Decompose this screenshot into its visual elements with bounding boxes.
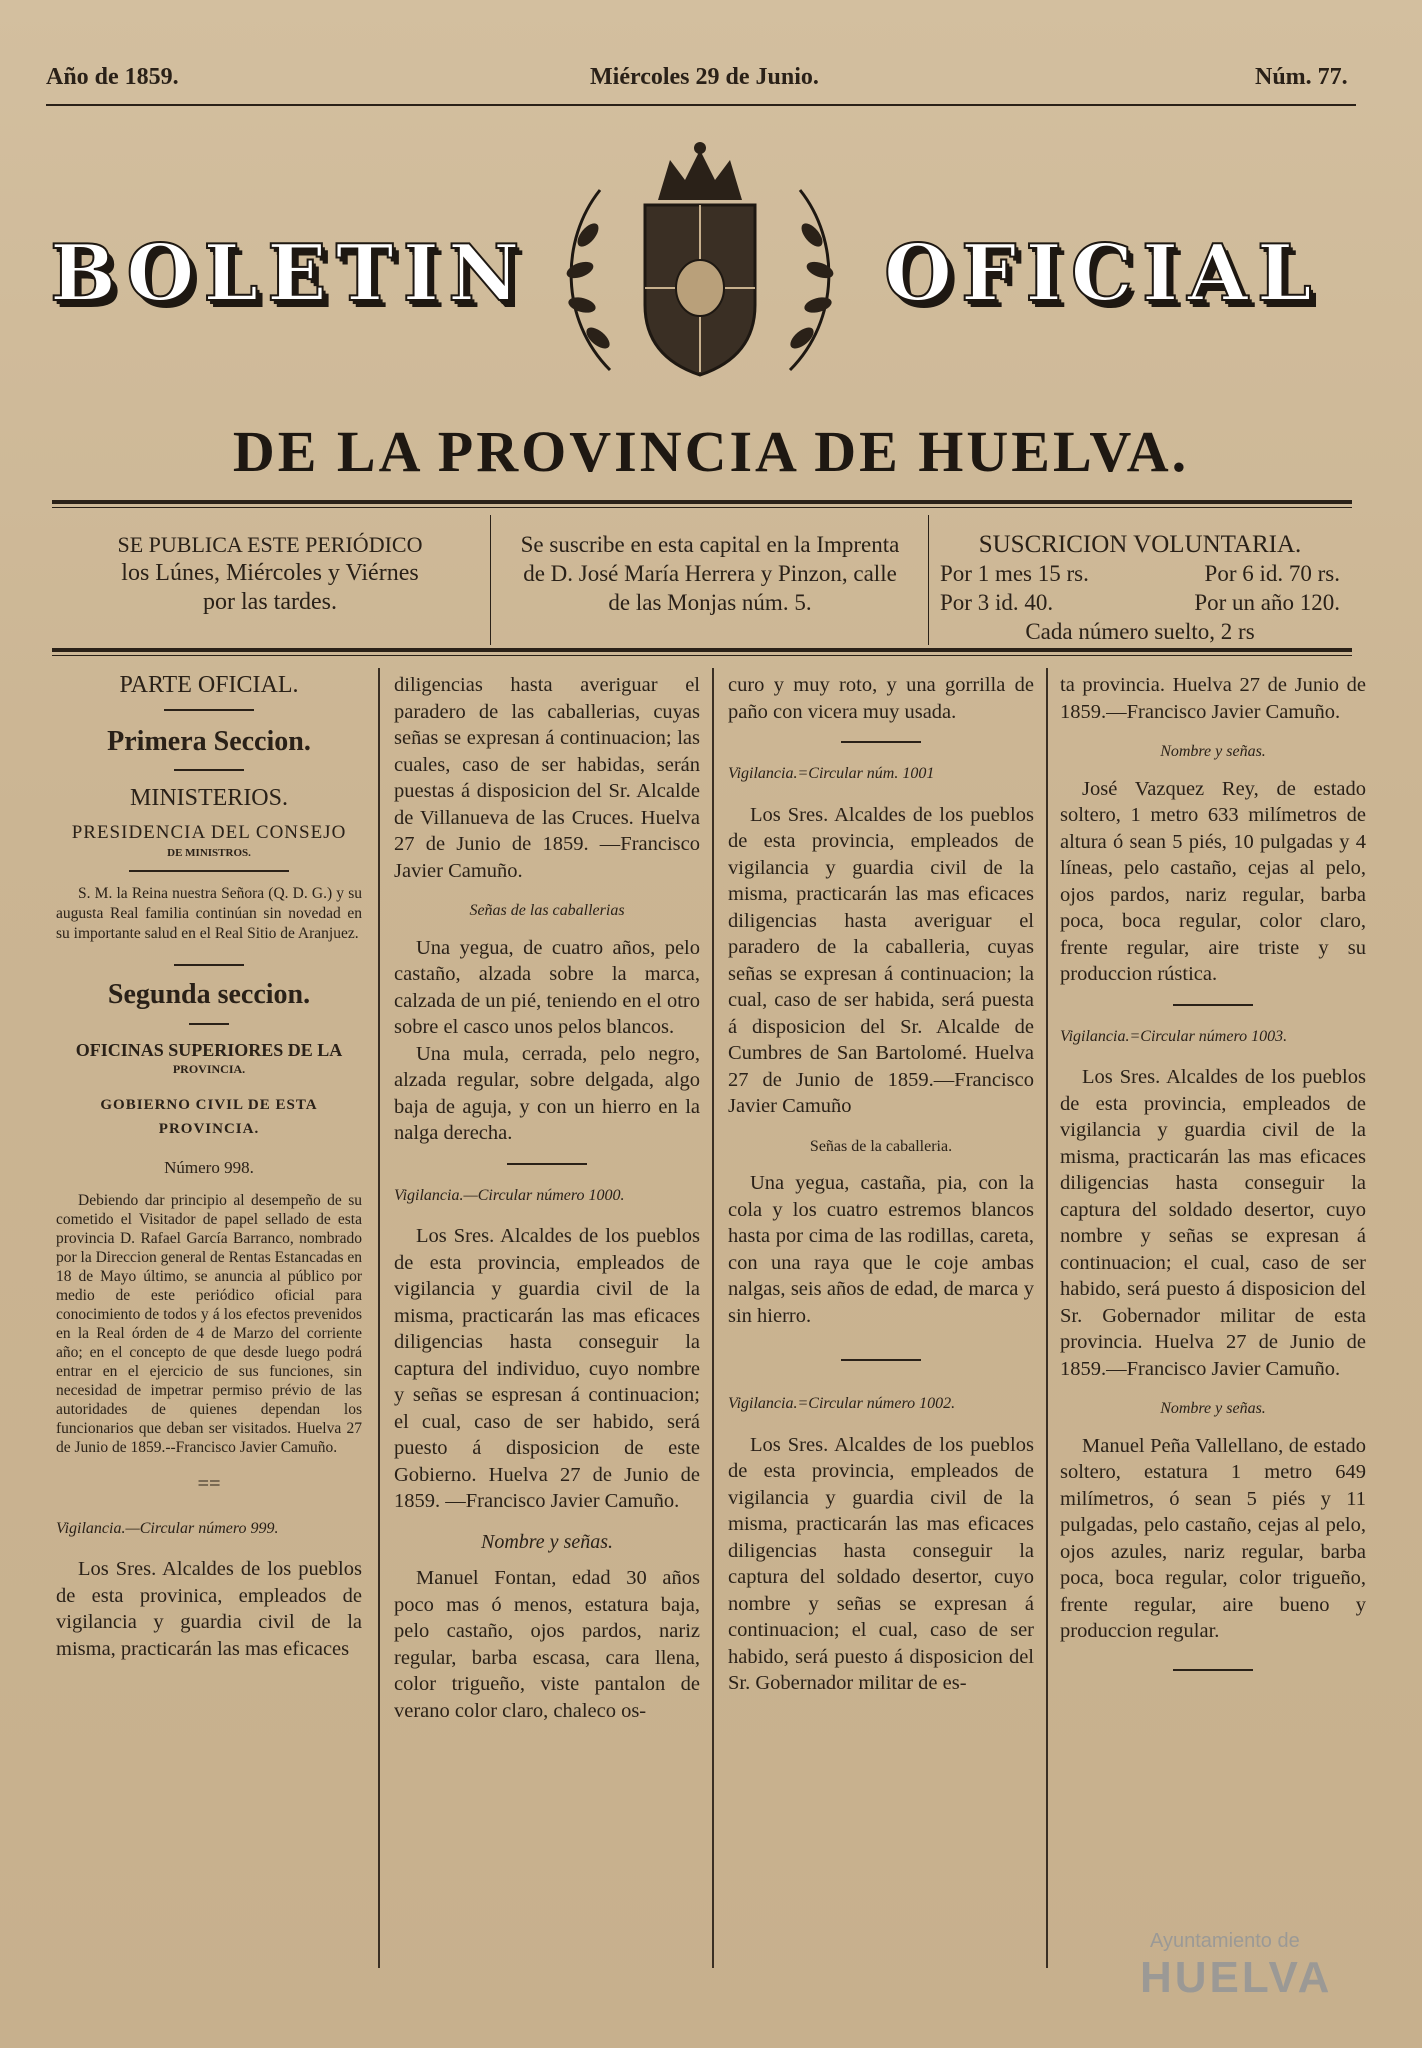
senas-caballerias-heading: Señas de las caballerias — [469, 902, 625, 919]
caballerias-notice: diligencias hasta averiguar el paradero de las caballerias, cuyas señas se expresan á continuacion; las cuales, caso de ser habidas, serán puestas á disposicion del Sr. Alcalde de Villanueva de las Cruces. Huelva 27 de Junio de 1859. —Francisco Javier Camuño. — [394, 674, 700, 882]
coat-of-arms-icon — [540, 140, 860, 395]
gorrilla-continuation: curo y muy roto, y una gorrilla de paño con vicera muy usada. — [728, 674, 1034, 723]
info-divider-2 — [928, 515, 929, 645]
yegua-description: Una yegua, de cuatro años, pelo castaño, alzada sobre la marca, calzada de un pié, teniendo en el otro sobre el casco unos pelos blancos. — [394, 936, 700, 1038]
separator — [1173, 1004, 1253, 1006]
price-item: Por 6 id. 70 rs. — [1204, 561, 1340, 586]
circular-1000-text: Los Sres. Alcaldes de los pueblos de esta provincia, empleados de vigilancia y guardia civil de la misma, practicarán las mas eficaces diligencias hasta conseguir la captura del individuo, cuyo nombre y señas se espresan á continuacion; el cual, caso de ser habido, será puesto á disposicion de este Gobierno. Huelva 27 de Junio de 1859. —Francisco Javier Camuño. — [394, 1225, 700, 1512]
double-rule: == — [197, 1473, 221, 1495]
issue-date: Miércoles 29 de Junio. — [590, 64, 819, 90]
camuno-continuation: ta provincia. Huelva 27 de Junio de 1859.—Francisco Javier Camuño. — [1060, 674, 1366, 723]
parte-oficial-heading: PARTE OFICIAL. — [119, 672, 299, 698]
price-item: Por un año 120. — [1194, 590, 1340, 615]
segunda-seccion-heading: Segunda seccion. — [107, 979, 311, 1010]
circular-1002-heading: Vigilancia.=Circular número 1002. — [728, 1395, 956, 1412]
prices-title: SUSCRICION VOLUNTARIA. — [978, 531, 1302, 558]
info-rule-top — [52, 500, 1352, 504]
separator — [164, 709, 254, 711]
subscription-address — [496, 530, 924, 617]
debiendo-notice: Debiendo dar principio al desempeño de su cometido el Visitador de papel sellado de esta provincia D. Rafael García Barranco, nombrado por la Direccion general de Rentas Estancadas en 18 de Mayo último, se anuncia al público por medio de este periódico oficial para conocimiento de todos y á los efectos prevenidos en la Real órden de 4 de Marzo del corriente año; en el concepto de que desde luego podrá entrar en el ejercicio de sus funciones, sin necesidad de impetrar permiso prévio de las autoridades de quienes dependan los funcionarios que deban ser visitados. Huelva 27 de Junio de 1859.--Francisco Javier Camuño. — [56, 1192, 362, 1456]
separator — [841, 1359, 921, 1361]
column-rule — [1046, 668, 1048, 1968]
column-2 — [394, 672, 700, 1724]
separator — [507, 1163, 587, 1165]
issue-year: Año de 1859. — [46, 64, 179, 90]
subscription-prices — [940, 530, 1340, 646]
manuel-fontan-description: Manuel Fontan, edad 30 años poco mas ó menos, estatura baja, pelo castaño, ojos pardos, nariz regular, barba escasa, cara llena, color trigueño, viste pantalon de verano color claro, chaleco os- — [394, 1567, 700, 1722]
provincia-heading: PROVINCIA. — [172, 1061, 246, 1076]
presidencia-heading: PRESIDENCIA DEL CONSEJO — [71, 821, 347, 843]
circular-1003-heading: Vigilancia.=Circular número 1003. — [1060, 1027, 1288, 1045]
numero-998: Número 998. — [164, 1157, 254, 1177]
info-rule-top-thin — [52, 507, 1352, 508]
column-1 — [56, 672, 362, 1662]
yegua-castana-description: Una yegua, castaña, pia, con la cola y los cuatro estremos blancos hasta por cima de las rodillas, careta, con una raya que le coje ambas nalgas, seis años de edad, de marca y sin hierro. — [728, 1172, 1034, 1327]
circular-1001-text: Los Sres. Alcaldes de los pueblos de esta provincia, empleados de vigilancia y guardia civil de la misma, practicarán las mas eficaces diligencias hasta averiguar el paradero de la caballeria, cuyas señas se expresan á continuacion; la cual, caso de ser habida, será puesta á disposicion del Sr. Alcalde de Cumbres de San Bartolomé. Huelva 27 de Junio de 1859.—Francisco Javier Camuño — [728, 803, 1034, 1117]
single-issue-price: Cada número suelto, 2 rs — [1025, 619, 1255, 644]
masthead-oficial: OFICIAL — [884, 228, 1321, 319]
oficinas-heading: OFICINAS SUPERIORES DE LA — [75, 1039, 343, 1060]
senas-caballeria-heading: Señas de la caballeria. — [809, 1137, 953, 1155]
primera-seccion-heading: Primera Seccion. — [107, 725, 311, 757]
nombre-senas-heading: Nombre y señas. — [1160, 743, 1266, 760]
schedule-line: SE PUBLICA ESTE PERIÓDICO — [117, 532, 423, 557]
column-4 — [1060, 672, 1366, 1695]
issue-number: Núm. 77. — [1255, 64, 1348, 90]
watermark-top: Ayuntamiento de — [1150, 1930, 1300, 1952]
mula-description: Una mula, cerrada, pelo negro, alzada regular, sobre delgada, algo baja de aguja, y con un hierro en la nalga derecha. — [394, 1042, 700, 1144]
masthead-boletin: BOLETIN — [50, 228, 529, 319]
reina-notice: S. M. la Reina nuestra Señora (Q. D. G.) y su augusta Real familia continúan sin novedad en su importante salud en el Real Sitio de Aranjuez. — [56, 885, 362, 942]
nombre-senas-heading: Nombre y señas. — [480, 1530, 614, 1553]
separator — [1173, 1669, 1253, 1671]
circular-1003-text: Los Sres. Alcaldes de los pueblos de esta provincia, empleados de vigilancia y guardia civil de la misma, practicarán las mas eficaces diligencias hasta conseguir la captura del soldado desertor, cuyo nombre y señas se expresan á continuacion; el cual, caso de ser habido, será puesto á disposicion del Sr. Gobernador militar de esta provincia. Huelva 27 de Junio de 1859.—Francisco Javier Camuño. — [1060, 1066, 1366, 1380]
publication-schedule — [60, 530, 480, 617]
address-line: Se suscribe en esta capital en la Imprenta — [520, 532, 900, 557]
archive-watermark — [1040, 1930, 1340, 2003]
manuel-pena-description: Manuel Peña Vallellano, de estado soltero, estatura 1 metro 649 milímetros, ó sean 5 piés y 11 pulgadas, pelo castaño, cejas al pelo, ojos azules, nariz regular, barba poca, boca regular, color trigueño, frente regular, aire bueno y produccion regular. — [1060, 1434, 1366, 1642]
schedule-line: por las tardes. — [203, 589, 337, 615]
separator — [189, 1023, 229, 1025]
prices-row — [940, 588, 1340, 617]
address-line: de las Monjas núm. 5. — [608, 590, 812, 615]
info-rule-bottom — [52, 648, 1352, 652]
separator — [174, 769, 244, 771]
price-item: Por 3 id. 40. — [940, 590, 1054, 615]
jose-vazquez-description: José Vazquez Rey, de estado soltero, 1 metro 633 milímetros de altura ó sean 5 piés, 10 pulgadas y 4 líneas, pelo castaño, cejas al pelo, ojos pardos, nariz regular, barba poca, boca regular, color claro, frente regular, aire triste y su produccion rústica. — [1060, 777, 1366, 985]
separator — [174, 964, 244, 966]
masthead-subtitle: DE LA PROVINCIA DE HUELVA. — [232, 419, 1190, 484]
info-divider-1 — [490, 515, 491, 645]
ministerios-heading: MINISTERIOS. — [129, 785, 288, 811]
address-line: de D. José María Herrera y Pinzon, calle — [523, 561, 897, 586]
watermark-bottom: HUELVA — [1140, 1953, 1333, 2002]
nombre-senas-heading: Nombre y señas. — [1160, 1400, 1266, 1417]
info-rule-bottom-thin — [52, 655, 1352, 656]
separator — [129, 870, 289, 872]
circular-1000-heading: Vigilancia.—Circular número 1000. — [394, 1186, 625, 1204]
de-ministros-heading: DE MINISTROS. — [167, 847, 251, 859]
gobierno-civil-heading: GOBIERNO CIVIL DE ESTA PROVINCIA. — [100, 1096, 318, 1137]
header-rule — [46, 104, 1356, 106]
separator — [841, 741, 921, 743]
column-rule — [712, 668, 714, 1968]
column-3 — [728, 672, 1034, 1697]
schedule-line: los Lúnes, Miércoles y Viérnes — [121, 560, 419, 586]
column-rule — [378, 668, 380, 1968]
prices-row — [940, 559, 1340, 588]
circular-1002-text: Los Sres. Alcaldes de los pueblos de esta provincia, empleados de vigilancia y guardia civil de la misma, practicarán las mas eficaces diligencias hasta conseguir la captura del soldado desertor, cuyo nombre y señas se expresan á continuacion; el cual, caso de ser habido, será puesto á disposicion del Sr. Gobernador militar de es- — [728, 1433, 1034, 1694]
price-item: Por 1 mes 15 rs. — [940, 561, 1089, 586]
circular-999-heading: Vigilancia.—Circular número 999. — [56, 1519, 279, 1537]
circular-999-text: Los Sres. Alcaldes de los pueblos de esta provinica, empleados de vigilancia y guardia civil de la misma, practicarán las mas eficaces — [56, 1558, 362, 1660]
circular-1001-heading: Vigilancia.=Circular núm. 1001 — [728, 765, 935, 782]
